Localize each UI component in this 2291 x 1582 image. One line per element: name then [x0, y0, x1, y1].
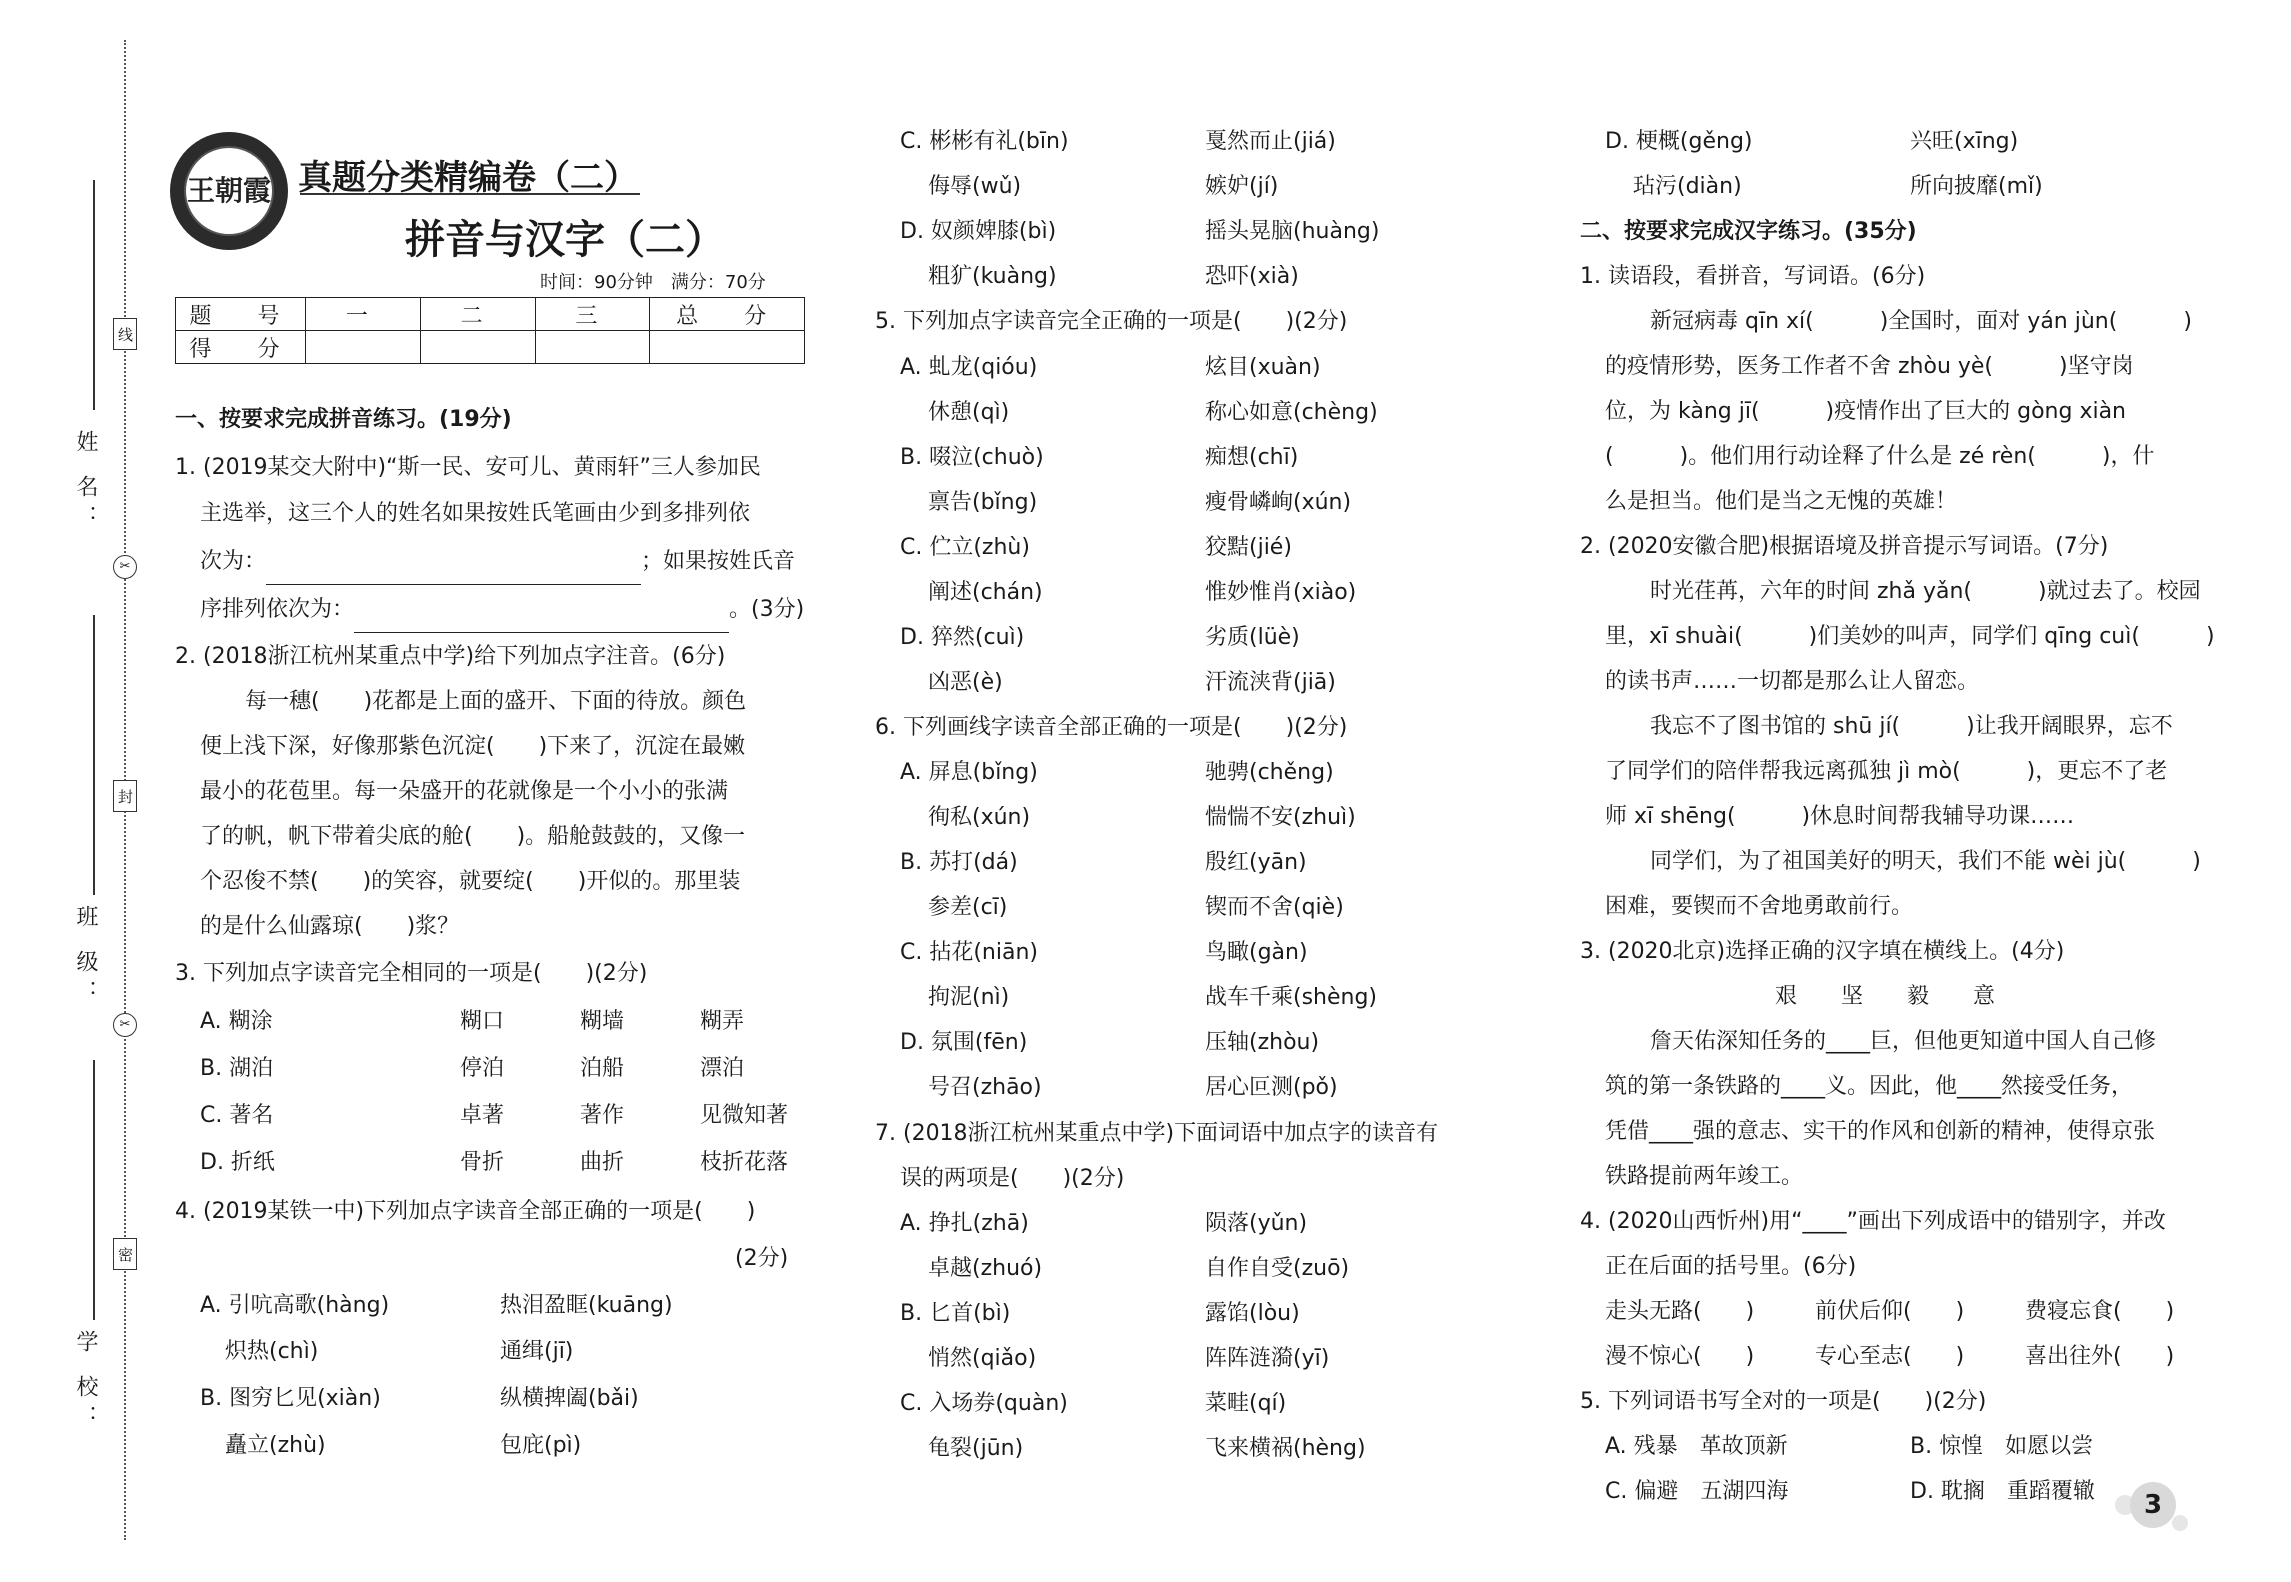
- scissors-icon: ✂: [113, 1013, 137, 1037]
- option-item: 专心至志( ): [1815, 1344, 1965, 1369]
- option-item: 漫不惊心( ): [1605, 1344, 1755, 1369]
- question-text: 1. (2019某交大附中)“斯一民、安可儿、黄雨轩”三人参加民: [175, 455, 761, 480]
- option-item: 曲折: [580, 1150, 625, 1175]
- option-item: B. 苏打(dá): [900, 850, 1018, 875]
- option-item: 卓越(zhuó): [928, 1256, 1043, 1281]
- name-label: 姓 名：: [73, 430, 98, 535]
- score-table-cell: 得 分: [176, 331, 306, 364]
- option-item: B. 惊惶 如愿以尝: [1910, 1434, 2094, 1459]
- option-item: 恐吓(xià): [1205, 264, 1299, 289]
- question-text: [200, 588, 804, 633]
- option-item: 菜畦(qí): [1205, 1391, 1287, 1416]
- passage-text: 时光荏苒，六年的时间 zhǎ yǎn( )就过去了。校园: [1650, 579, 2201, 604]
- question-text: 7. (2018浙江杭州某重点中学)下面词语中加点字的读音有: [875, 1121, 1439, 1146]
- class-label: 班 级：: [73, 905, 98, 1010]
- option-item: C. 伫立(zhù): [900, 535, 1030, 560]
- option-item: C. 拈花(niān): [900, 940, 1038, 965]
- score-input-cell[interactable]: [420, 331, 535, 364]
- option-item: D. 梗概(gěng): [1605, 129, 1753, 154]
- passage-text: 师 xī shēng( )休息时间帮我辅导功课……: [1605, 804, 2075, 829]
- option-item: 瘦骨嶙峋(xún): [1205, 490, 1352, 515]
- option-item: 参差(cī): [928, 895, 1008, 920]
- option-item: 凶恶(è): [928, 670, 1003, 695]
- option-item: 停泊: [460, 1056, 505, 1081]
- option-item: 休憩(qì): [928, 400, 1010, 425]
- name-underline: [93, 180, 95, 410]
- passage-text: 凭借____强的意志、实干的作风和创新的精神，使得京张: [1605, 1119, 2156, 1144]
- option-item: 惴惴不安(zhuì): [1205, 805, 1356, 830]
- option-item: 陨落(yǔn): [1205, 1211, 1308, 1236]
- character-choices: 艰 坚 毅 意: [1775, 984, 1996, 1009]
- option-item: B. 匕首(bì): [900, 1301, 1011, 1326]
- question-text: 2. (2020安徽合肥)根据语境及拼音提示写词语。(7分): [1580, 534, 2109, 559]
- option-item: 骨折: [460, 1150, 505, 1175]
- school-label: 学 校：: [73, 1330, 98, 1435]
- option-item: 称心如意(chèng): [1205, 400, 1378, 425]
- option-item: D. 折纸: [200, 1150, 275, 1175]
- option-item: 狡黠(jié): [1205, 535, 1292, 560]
- page-decoration-dot: [2172, 1515, 2188, 1531]
- seal-box-xian: 线: [113, 318, 137, 350]
- question-text: 4. (2020山西忻州)用“____”画出下列成语中的错别字，并改: [1580, 1209, 2166, 1234]
- section-heading: 二、按要求完成汉字练习。(35分): [1580, 219, 1917, 244]
- option-item: 通缉(jī): [500, 1339, 574, 1364]
- question-text: ；如果按姓氏音: [641, 549, 796, 574]
- score-table-cell: 一: [306, 298, 421, 331]
- option-item: C. 彬彬有礼(bīn): [900, 129, 1069, 154]
- series-rule: [300, 193, 640, 195]
- score-input-cell[interactable]: [535, 331, 650, 364]
- school-underline: [93, 1060, 95, 1320]
- option-item: 戛然而止(jiá): [1205, 129, 1336, 154]
- option-item: 飞来横祸(hèng): [1205, 1436, 1366, 1461]
- passage-text: 詹天佑深知任务的____巨，但他更知道中国人自己修: [1650, 1029, 2157, 1054]
- answer-blank[interactable]: [354, 588, 729, 633]
- option-item: 见微知著: [700, 1103, 789, 1128]
- option-item: 惟妙惟肖(xiào): [1205, 580, 1357, 605]
- question-text: 主选举，这三个人的姓名如果按姓氏笔画由少到多排列依: [200, 501, 751, 526]
- option-item: 侮辱(wǔ): [928, 174, 1022, 199]
- section-heading: 一、按要求完成拼音练习。(19分): [175, 407, 512, 432]
- passage-text: 个忍俊不禁( )的笑容，就要绽( )开似的。那里装: [200, 869, 741, 894]
- option-item: D. 猝然(cuì): [900, 625, 1025, 650]
- passage-text: 位，为 kàng jī( )疫情作出了巨大的 gòng xiàn: [1605, 399, 2126, 424]
- score-table-cell: 总 分: [650, 298, 805, 331]
- series-title: 真题分类精编卷（二）: [298, 158, 638, 198]
- score-table-cell: 三: [535, 298, 650, 331]
- option-item: 阵阵涟漪(yī): [1205, 1346, 1330, 1371]
- seal-box-mi: 密: [113, 1238, 137, 1270]
- option-item: 泊船: [580, 1056, 625, 1081]
- publisher-logo: 王朝霞: [170, 132, 288, 250]
- question-text: 。(3分): [729, 597, 805, 622]
- option-item: 糊墙: [580, 1009, 625, 1034]
- page-title: 拼音与汉字（二）: [405, 216, 725, 263]
- option-item: 费寝忘食( ): [2025, 1299, 2175, 1324]
- option-item: C. 著名: [200, 1103, 274, 1128]
- option-item: 兴旺(xīng): [1910, 129, 2019, 154]
- passage-text: 新冠病毒 qīn xí( )全国时，面对 yán jùn( ): [1650, 309, 2192, 334]
- score-input-cell[interactable]: [650, 331, 805, 364]
- option-item: 劣质(lüè): [1205, 625, 1300, 650]
- passage-text: 同学们，为了祖国美好的明天，我们不能 wèi jù( ): [1650, 849, 2201, 874]
- page-number: 3: [2130, 1482, 2176, 1528]
- option-item: 号召(zhāo): [928, 1075, 1042, 1100]
- option-item: 喜出往外( ): [2025, 1344, 2175, 1369]
- option-item: A. 虬龙(qióu): [900, 355, 1038, 380]
- option-item: 走头无路( ): [1605, 1299, 1755, 1324]
- option-item: B. 湖泊: [200, 1056, 274, 1081]
- option-item: 战车千乘(shèng): [1205, 985, 1378, 1010]
- option-item: A. 糊涂: [200, 1009, 273, 1034]
- question-text: [200, 540, 795, 585]
- option-item: 殷红(yān): [1205, 850, 1307, 875]
- option-item: 卓著: [460, 1103, 505, 1128]
- option-item: A. 挣扎(zhā): [900, 1211, 1029, 1236]
- answer-blank[interactable]: [266, 540, 641, 585]
- option-item: 锲而不舍(qiè): [1205, 895, 1344, 920]
- option-item: 鸟瞰(gàn): [1205, 940, 1308, 965]
- option-item: D. 氛围(fēn): [900, 1030, 1028, 1055]
- option-item: 痴想(chī): [1205, 445, 1299, 470]
- option-item: 露馅(lòu): [1205, 1301, 1300, 1326]
- option-item: D. 耽搁 重蹈覆辙: [1910, 1479, 2095, 1504]
- option-item: 自作自受(zuō): [1205, 1256, 1350, 1281]
- option-item: 徇私(xún): [928, 805, 1031, 830]
- option-item: 摇头晃脑(huàng): [1205, 219, 1380, 244]
- passage-text: 筑的第一条铁路的____义。因此，他____然接受任务，: [1605, 1074, 2134, 1099]
- option-item: 汗流浃背(jiā): [1205, 670, 1336, 695]
- option-item: 矗立(zhù): [225, 1433, 326, 1458]
- question-text: 1. 读语段，看拼音，写词语。(6分): [1580, 264, 1926, 289]
- passage-text: 最小的花苞里。每一朵盛开的花就像是一个小小的张满: [200, 779, 729, 804]
- question-text: 6. 下列画线字读音全部正确的一项是( )(2分): [875, 715, 1348, 740]
- option-item: 炫目(xuàn): [1205, 355, 1321, 380]
- option-item: 著作: [580, 1103, 625, 1128]
- question-score: (2分): [735, 1246, 789, 1271]
- option-item: 糊弄: [700, 1009, 745, 1034]
- passage-text: 铁路提前两年竣工。: [1605, 1164, 1804, 1189]
- passage-text: 我忘不了图书馆的 shū jí( )让我开阔眼界，忘不: [1650, 714, 2173, 739]
- question-text: 误的两项是( )(2分): [900, 1166, 1125, 1191]
- option-item: 驰骋(chěng): [1205, 760, 1334, 785]
- option-item: 漂泊: [700, 1056, 745, 1081]
- option-item: C. 入场券(quàn): [900, 1391, 1068, 1416]
- score-table: [175, 297, 805, 364]
- option-item: B. 啜泣(chuò): [900, 445, 1044, 470]
- seal-box-feng: 封: [113, 780, 137, 812]
- option-item: 纵横捭阖(bǎi): [500, 1386, 639, 1411]
- option-item: 拘泥(nì): [928, 985, 1010, 1010]
- option-item: 糊口: [460, 1009, 505, 1034]
- option-item: 压轴(zhòu): [1205, 1030, 1320, 1055]
- option-item: 热泪盈眶(kuāng): [500, 1293, 673, 1318]
- passage-text: 了同学们的陪伴帮我远离孤独 jì mò( )，更忘不了老: [1605, 759, 2168, 784]
- scissors-icon: ✂: [113, 555, 137, 579]
- score-table-cell: 题 号: [176, 298, 306, 331]
- score-input-cell[interactable]: [306, 331, 421, 364]
- passage-text: 里，xī shuài( )们美妙的叫声，同学们 qīng cuì( ): [1605, 624, 2215, 649]
- passage-text: 的是什么仙露琼( )浆？: [200, 914, 460, 939]
- question-text: 正在后面的括号里。(6分): [1605, 1254, 1857, 1279]
- option-item: 悄然(qiǎo): [928, 1346, 1037, 1371]
- passage-text: 每一穗( )花都是上面的盛开、下面的待放。颜色: [245, 689, 747, 714]
- option-item: 包庇(pì): [500, 1433, 582, 1458]
- question-text: 5. 下列加点字读音完全正确的一项是( )(2分): [875, 309, 1348, 334]
- option-item: 禀告(bǐng): [928, 490, 1038, 515]
- option-item: B. 图穷匕见(xiàn): [200, 1386, 381, 1411]
- passage-text: 的读书声……一切都是那么让人留恋。: [1605, 669, 1980, 694]
- passage-text: 么是担当。他们是当之无愧的英雄！: [1605, 489, 1958, 514]
- question-text: 序排列依次为：: [200, 597, 355, 622]
- option-item: A. 屏息(bǐng): [900, 760, 1038, 785]
- class-underline: [93, 615, 95, 895]
- question-text: 5. 下列词语书写全对的一项是( )(2分): [1580, 1389, 1987, 1414]
- option-item: 枝折花落: [700, 1150, 789, 1175]
- question-text: 3. (2020北京)选择正确的汉字填在横线上。(4分): [1580, 939, 2065, 964]
- passage-text: 的疫情形势，医务工作者不舍 zhòu yè( )坚守岗: [1605, 354, 2134, 379]
- option-item: 龟裂(jūn): [928, 1436, 1024, 1461]
- option-item: D. 奴颜婢膝(bì): [900, 219, 1057, 244]
- option-item: 嫉妒(jí): [1205, 174, 1279, 199]
- option-item: 玷污(diàn): [1633, 174, 1742, 199]
- passage-text: 困难，要锲而不舍地勇敢前行。: [1605, 894, 1914, 919]
- time-info: 时间：90分钟 满分：70分: [540, 272, 766, 293]
- option-item: C. 偏避 五湖四海: [1605, 1479, 1789, 1504]
- score-table-cell: 二: [420, 298, 535, 331]
- option-item: A. 残暴 革故顶新: [1605, 1434, 1788, 1459]
- option-item: 居心叵测(pǒ): [1205, 1075, 1338, 1100]
- question-text: 次为：: [200, 549, 267, 574]
- question-text: 4. (2019某铁一中)下列加点字读音全部正确的一项是( ): [175, 1199, 756, 1224]
- passage-text: ( )。他们用行动诠释了什么是 zé rèn( )，什: [1605, 444, 2155, 469]
- question-text: 3. 下列加点字读音完全相同的一项是( )(2分): [175, 961, 648, 986]
- option-item: A. 引吭高歌(hàng): [200, 1293, 390, 1318]
- option-item: 粗犷(kuàng): [928, 264, 1057, 289]
- passage-text: 便上浅下深，好像那紫色沉淀( )下来了，沉淀在最嫩: [200, 734, 746, 759]
- option-item: 前伏后仰( ): [1815, 1299, 1965, 1324]
- question-text: 2. (2018浙江杭州某重点中学)给下列加点字注音。(6分): [175, 644, 726, 669]
- option-item: 炽热(chì): [225, 1339, 319, 1364]
- option-item: 阐述(chán): [928, 580, 1043, 605]
- passage-text: 了的帆，帆下带着尖底的舱( )。船舱鼓鼓的，又像一: [200, 824, 746, 849]
- option-item: 所向披靡(mǐ): [1910, 174, 2043, 199]
